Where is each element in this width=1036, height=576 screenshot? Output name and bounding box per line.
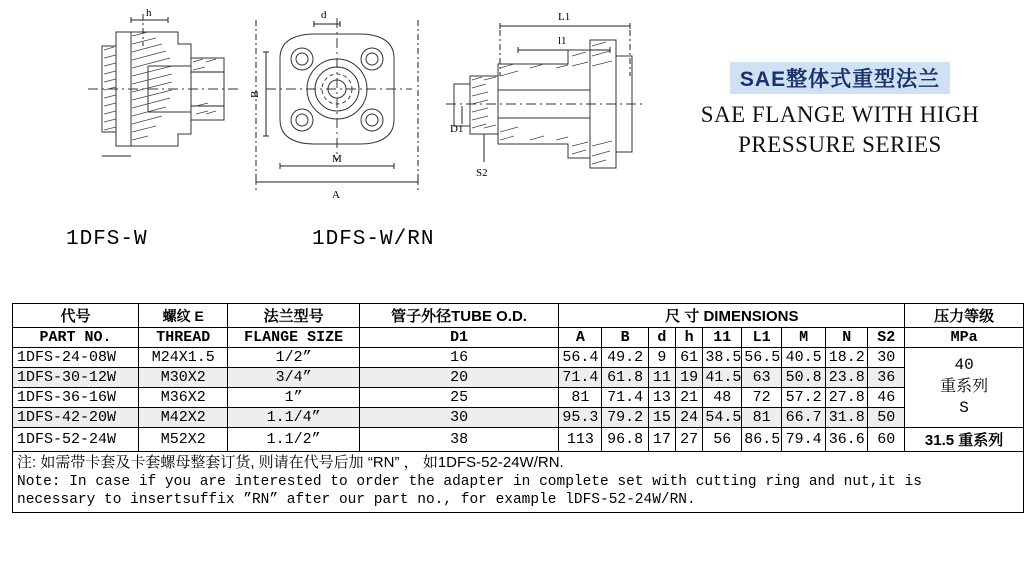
table-row xyxy=(13,348,1024,368)
header-h: h xyxy=(676,328,703,348)
cell-S2: 60 xyxy=(868,428,905,452)
drawings-area xyxy=(0,0,1036,270)
header-N: N xyxy=(826,328,868,348)
cell-flange-size: 1” xyxy=(228,388,359,408)
cell-d: 9 xyxy=(648,348,675,368)
header-dimensions: 尺 寸 DIMENSIONS xyxy=(559,304,905,328)
header-d1: D1 xyxy=(359,328,559,348)
title-english-line2: PRESSURE SERIES xyxy=(738,131,942,157)
label-S2: S2 xyxy=(476,167,488,179)
cell-l1: 38.5 xyxy=(703,348,742,368)
cell-M: 50.8 xyxy=(782,368,826,388)
cell-part-no: 1DFS-52-24W xyxy=(13,428,139,452)
header-flange-size: FLANGE SIZE xyxy=(228,328,359,348)
cell-L1: 63 xyxy=(742,368,782,388)
cell-S2: 30 xyxy=(868,348,905,368)
label-d: d xyxy=(321,9,327,21)
table-note-row xyxy=(13,452,1024,513)
cell-thread: M30X2 xyxy=(139,368,228,388)
title-english-line1: SAE FLANGE WITH HIGH xyxy=(700,102,980,127)
cell-d: 11 xyxy=(648,368,675,388)
cell-B: 79.2 xyxy=(602,408,648,428)
cell-part-no: 1DFS-24-08W xyxy=(13,348,139,368)
cell-flange-size: 1.1/4” xyxy=(228,408,359,428)
cell-d: 15 xyxy=(648,408,675,428)
cell-d: 13 xyxy=(648,388,675,408)
cell-N: 36.6 xyxy=(826,428,868,452)
cell-d1: 20 xyxy=(359,368,559,388)
drawing-flange-section xyxy=(28,6,248,206)
cell-d1: 30 xyxy=(359,408,559,428)
header-part-no: PART NO. xyxy=(13,328,139,348)
cell-A: 71.4 xyxy=(559,368,602,388)
cell-N: 18.2 xyxy=(826,348,868,368)
cell-d1: 25 xyxy=(359,388,559,408)
drawing-flange-face xyxy=(222,4,452,214)
cell-A: 56.4 xyxy=(559,348,602,368)
cell-h: 19 xyxy=(676,368,703,388)
header-L1: L1 xyxy=(742,328,782,348)
cell-part-no: 1DFS-42-20W xyxy=(13,408,139,428)
cell-B: 61.8 xyxy=(602,368,648,388)
cell-flange-size: 1.1/2” xyxy=(228,428,359,452)
cell-thread: M36X2 xyxy=(139,388,228,408)
cell-l1: 41.5 xyxy=(703,368,742,388)
cell-d1: 16 xyxy=(359,348,559,368)
cell-h: 61 xyxy=(676,348,703,368)
table-header-row-1 xyxy=(13,304,1024,328)
label-A: A xyxy=(332,189,340,201)
cell-B: 96.8 xyxy=(602,428,648,452)
cell-N: 23.8 xyxy=(826,368,868,388)
cell-pressure-group xyxy=(905,348,1024,428)
cell-S2: 50 xyxy=(868,408,905,428)
pressure-series-cn: 重系列 xyxy=(940,377,989,396)
spec-table xyxy=(12,303,1024,513)
cell-pressure-last: 31.5 重系列 xyxy=(905,428,1024,452)
label-M: M xyxy=(332,153,342,165)
header-mpa: MPa xyxy=(905,328,1024,348)
drawing-assembly-section xyxy=(440,6,670,206)
header-part-no-cn: 代号 xyxy=(13,304,139,328)
cell-M: 57.2 xyxy=(782,388,826,408)
label-L1: L1 xyxy=(558,11,571,23)
cell-d: 17 xyxy=(648,428,675,452)
header-thread-cn: 螺纹 E xyxy=(139,304,228,328)
header-S2: S2 xyxy=(868,328,905,348)
cell-L1: 86.5 xyxy=(742,428,782,452)
header-thread: THREAD xyxy=(139,328,228,348)
table-row xyxy=(13,368,1024,388)
note-cell xyxy=(13,452,1024,513)
cell-part-no: 1DFS-30-12W xyxy=(13,368,139,388)
cell-B: 49.2 xyxy=(602,348,648,368)
cell-M: 79.4 xyxy=(782,428,826,452)
cell-part-no: 1DFS-36-16W xyxy=(13,388,139,408)
cell-thread: M52X2 xyxy=(139,428,228,452)
pressure-series-letter: S xyxy=(959,399,969,418)
note-chinese: 注: 如需带卡套及卡套螺母整套订货, 则请在代号后加 “RN” ， 如1DFS-52-24W/RN. xyxy=(17,454,564,471)
cell-flange-size: 1/2” xyxy=(228,348,359,368)
table-row xyxy=(13,408,1024,428)
title-block xyxy=(660,62,1020,160)
header-d: d xyxy=(648,328,675,348)
cell-l1: 54.5 xyxy=(703,408,742,428)
header-M: M xyxy=(782,328,826,348)
cell-L1: 72 xyxy=(742,388,782,408)
table-head xyxy=(13,304,1024,348)
header-B: B xyxy=(602,328,648,348)
note-english-line2: necessary to insertsuffix ”RN” after our part no., for example lDFS-52-24W/RN. xyxy=(17,491,696,508)
label-D1: D1 xyxy=(450,123,464,135)
cell-N: 27.8 xyxy=(826,388,868,408)
note-english-line1: Note: In case if you are interested to order the adapter in complete set with cutting ring and nut,it is xyxy=(17,473,922,490)
label-B: B xyxy=(249,90,261,98)
cell-A: 81 xyxy=(559,388,602,408)
title-chinese: SAE整体式重型法兰 xyxy=(730,62,950,94)
label-h: h xyxy=(146,7,152,19)
cell-B: 71.4 xyxy=(602,388,648,408)
cell-A: 113 xyxy=(559,428,602,452)
cell-L1: 81 xyxy=(742,408,782,428)
header-A: A xyxy=(559,328,602,348)
pressure-value: 40 xyxy=(954,356,974,375)
cell-A: 95.3 xyxy=(559,408,602,428)
caption-right: 1DFS-W/RN xyxy=(312,228,435,251)
cell-l1: 56 xyxy=(703,428,742,452)
header-l1: 11 xyxy=(703,328,742,348)
cell-S2: 36 xyxy=(868,368,905,388)
title-english xyxy=(660,100,1020,160)
label-l1: l1 xyxy=(558,35,567,47)
cell-thread: M24X1.5 xyxy=(139,348,228,368)
cell-l1: 48 xyxy=(703,388,742,408)
spec-table-wrap xyxy=(12,303,1024,513)
cell-S2: 46 xyxy=(868,388,905,408)
cell-h: 24 xyxy=(676,408,703,428)
header-tube-od-cn: 管子外径TUBE O.D. xyxy=(359,304,559,328)
header-pressure-cn: 压力等级 xyxy=(905,304,1024,328)
table-row xyxy=(13,428,1024,452)
cell-h: 21 xyxy=(676,388,703,408)
caption-left: 1DFS-W xyxy=(66,228,148,251)
cell-M: 40.5 xyxy=(782,348,826,368)
cell-M: 66.7 xyxy=(782,408,826,428)
cell-h: 27 xyxy=(676,428,703,452)
cell-flange-size: 3/4” xyxy=(228,368,359,388)
table-header-row-2 xyxy=(13,328,1024,348)
cell-thread: M42X2 xyxy=(139,408,228,428)
table-row xyxy=(13,388,1024,408)
table-body xyxy=(13,348,1024,513)
cell-N: 31.8 xyxy=(826,408,868,428)
cell-d1: 38 xyxy=(359,428,559,452)
header-flange-size-cn: 法兰型号 xyxy=(228,304,359,328)
cell-L1: 56.5 xyxy=(742,348,782,368)
